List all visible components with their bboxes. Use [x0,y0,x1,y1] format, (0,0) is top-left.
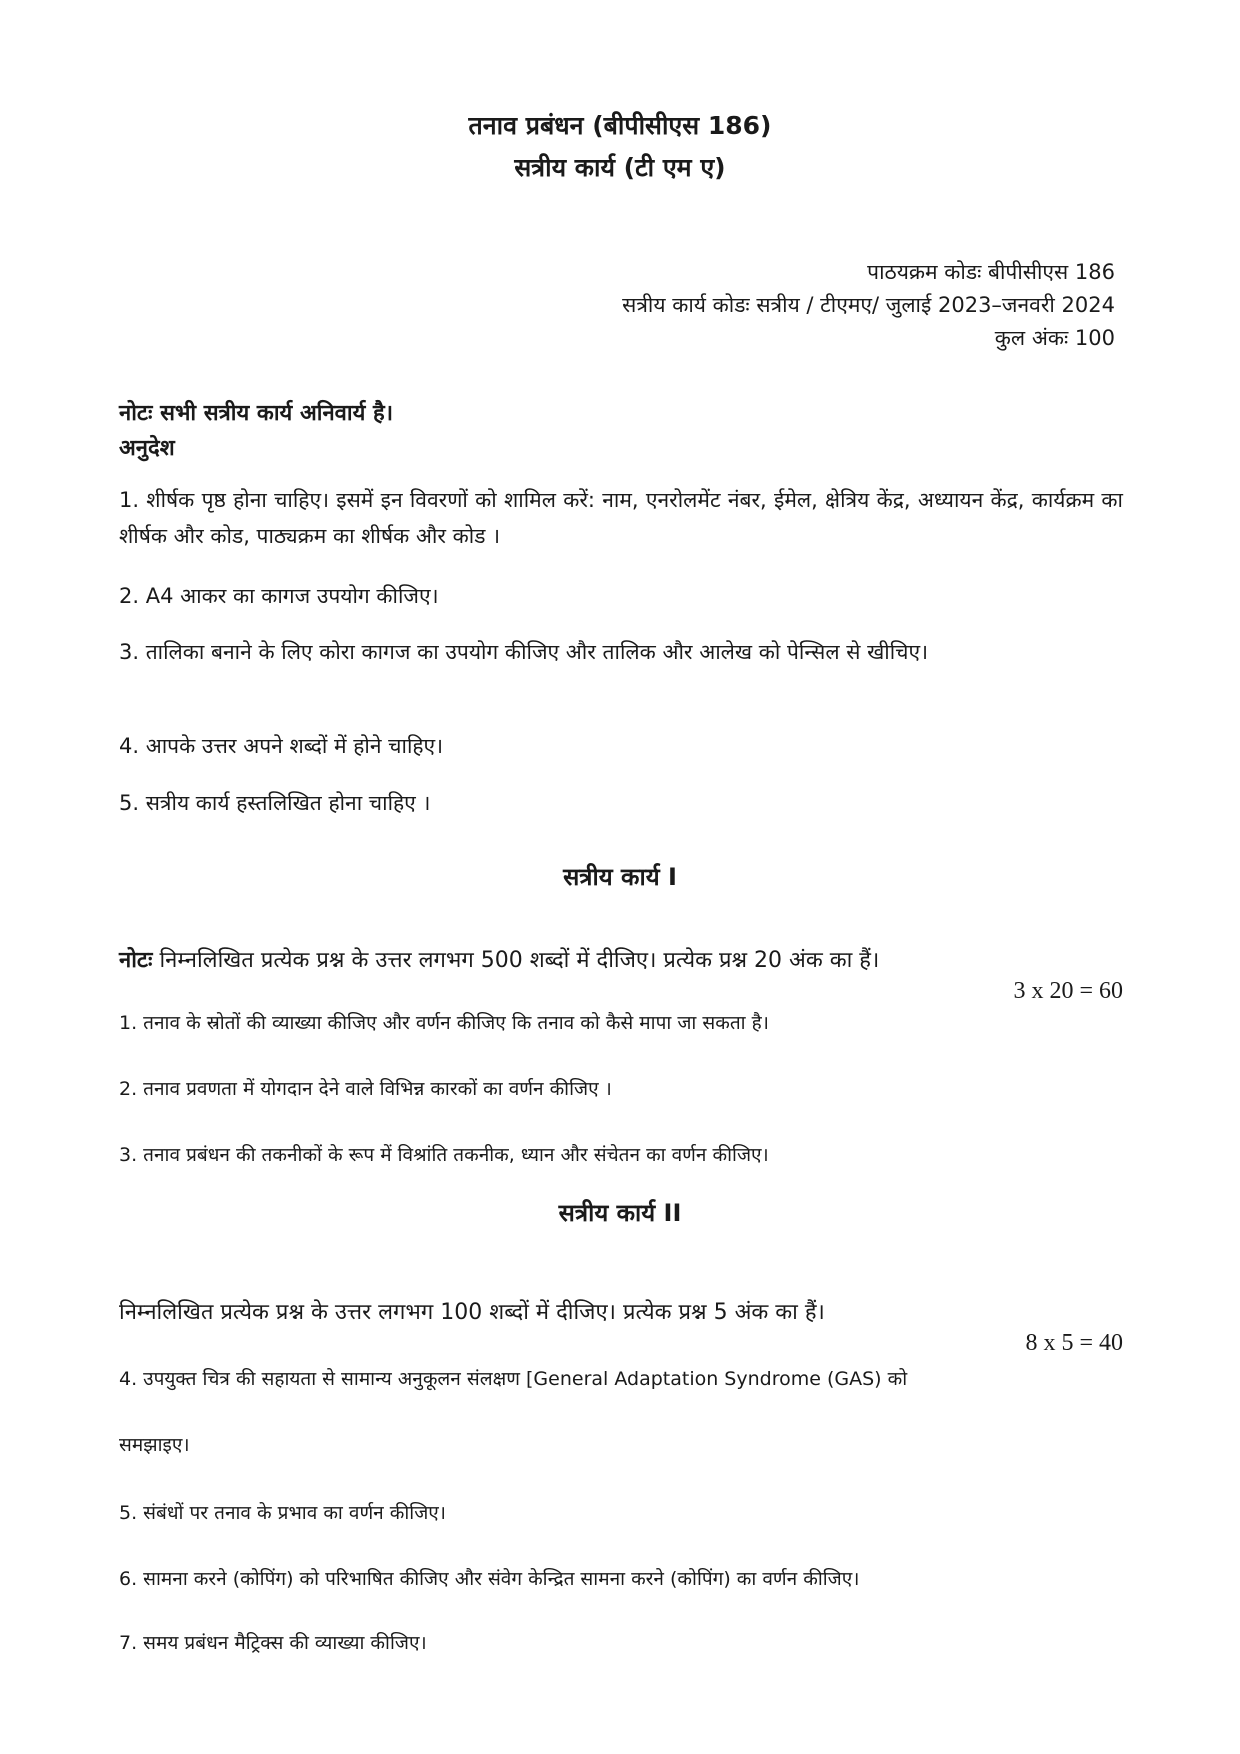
main-note: नोटः सभी सत्रीय कार्य अनिवार्य है। [119,401,394,426]
instruction-item: 2. A4 आकर का कागज उपयोग कीजिए। [119,584,439,608]
question-item: 2. तनाव प्रवणता में योगदान देने वाले विभिन्न कारकों का वर्णन कीजिए । [119,1078,612,1100]
instruction-item: 5. सत्रीय कार्य हस्तलिखित होना चाहिए । [119,791,431,815]
instruction-item: 3. तालिका बनाने के लिए कोरा कागज का उपयोग कीजिए और तालिक और आलेख को पेन्सिल से खीचिए। [119,640,929,664]
document-title: तनाव प्रबंधन (बीपीसीएस 186) [468,111,772,140]
total-marks: कुल अंकः 100 [994,326,1115,350]
section-2-note: निम्नलिखित प्रत्येक प्रश्न के उत्तर लगभग 100 शब्दों में दीजिए। प्रत्येक प्रश्न 5 अंक का हैं। [119,1300,825,1325]
section-1-note [119,944,1129,974]
question-item-continuation: समझाइए। [119,1434,190,1456]
section-1-heading: सत्रीय कार्य I [563,863,677,891]
section-1-note-text: निम्नलिखित प्रत्येक प्रश्न के उत्तर लगभग 500 शब्दों में दीजिए। प्रत्येक प्रश्न 20 अंक का हैं। [159,948,880,973]
section-1-note-label: नोटः [119,948,153,973]
question-item: 1. तनाव के स्रोतों की व्याख्या कीजिए और वर्णन कीजिए कि तनाव को कैसे मापा जा सकता है। [119,1012,769,1034]
question-item: 3. तनाव प्रबंधन की तकनीकों के रूप में विश्रांति तकनीक, ध्यान और संचेतन का वर्णन कीजिए। [119,1144,769,1166]
section-2-heading: सत्रीय कार्य II [558,1199,682,1227]
question-item: 5. संबंधों पर तनाव के प्रभाव का वर्णन कीजिए। [119,1502,447,1524]
assignment-code: सत्रीय कार्य कोडः सत्रीय / टीएमए/ जुलाई 2023–जनवरी 2024 [622,293,1115,317]
question-item: 7. समय प्रबंधन मैट्रिक्स की व्याख्या कीजिए। [119,1632,427,1654]
section-2-marks: 8 x 5 = 40 [1025,1330,1123,1356]
instruction-item: 1. शीर्षक पृष्ठ होना चाहिए। इसमें इन विवरणों को शामिल करें: नाम, एनरोलमेंट नंबर, ईमेल, क्षेत्रिय केंद्र, अध्यायन केंद्र, कार्यक्रम का शीर्षक और कोड, पाठ्यक्रम का शीर्षक और कोड । [119,488,1123,548]
instruction-item: 4. आपके उत्तर अपने शब्दों में होने चाहिए। [119,734,444,758]
section-1-marks: 3 x 20 = 60 [1013,978,1123,1004]
question-item: 6. सामना करने (कोपिंग) को परिभाषित कीजिए और संवेग केन्द्रित सामना करने (कोपिंग) का वर्णन कीजिए। [119,1568,860,1590]
instructions-heading: अनुदेश [119,436,175,461]
course-code: पाठयक्रम कोडः बीपीसीएस 186 [867,260,1115,284]
document-subtitle: सत्रीय कार्य (टी एम ए) [514,153,726,182]
question-item: 4. उपयुक्त चित्र की सहायता से सामान्य अनुकूलन संलक्षण [General Adaptation Syndrome (GAS) को [119,1368,908,1390]
